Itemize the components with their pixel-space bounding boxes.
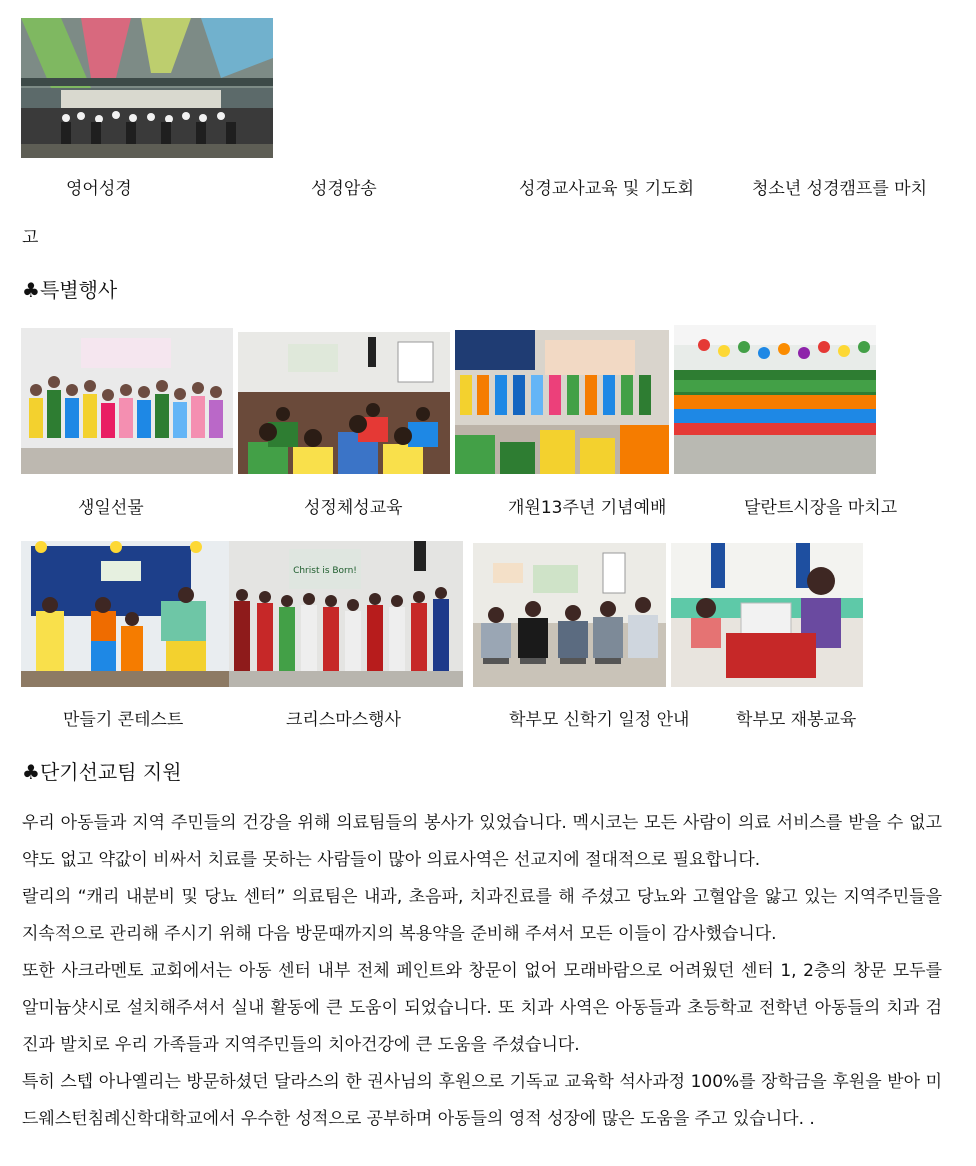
body-text	[22, 805, 942, 1138]
talent-market-photo	[674, 325, 876, 474]
identity-education-photo	[238, 332, 450, 474]
craft-contest-photo	[21, 541, 229, 687]
caption-christmas-event: 크리스마스행사	[286, 710, 401, 730]
caption-sewing-class: 학부모 재봉교육	[736, 710, 857, 730]
christmas-banner-text: Christ is Born!	[293, 566, 357, 576]
christmas-event-photo	[229, 541, 463, 687]
caption-youth-camp: 청소년 성경캠프를 마치	[752, 179, 928, 199]
caption-youth-camp-wrap: 고	[22, 228, 39, 248]
caption-bible-memorization: 성경암송	[311, 179, 377, 199]
club-icon: ♣	[22, 278, 40, 302]
club-icon: ♣	[22, 760, 40, 784]
birthday-gift-photo	[21, 328, 233, 474]
paragraph-medical-team: 우리 아동들과 지역 주민들의 건강을 위해 의료팀들의 봉사가 있었습니다. 멕시코는 모든 사람이 의료 서비스를 받을 수 없고 약도 없고 약값이 비싸서 치료를 못하는 사람들이 많아 의료사역은 선교지에 절대적으로 필요합니다.	[22, 813, 942, 870]
section-title: 특별행사	[39, 278, 118, 302]
caption-parents-schedule: 학부모 신학기 일정 안내	[509, 710, 690, 730]
sewing-class-photo	[671, 543, 863, 687]
caption-identity-education: 성정체성교육	[304, 498, 403, 518]
section-heading-special-events	[22, 277, 117, 303]
section-heading-short-term-team	[22, 759, 182, 785]
paragraph-scholarship: 특히 스텝 아나옐리는 방문하셨던 달라스의 한 권사님의 후원으로 기독교 교육학 석사과정 100%를 장학금을 후원을 받아 미드웨스턴침례신학대학교에서 우수한 성적으로 공부하며 아동들의 영적 성장에 많은 도움을 주고 있습니다. .	[22, 1072, 942, 1129]
caption-teacher-training: 성경교사교육 및 기도회	[519, 179, 695, 199]
caption-english-bible: 영어성경	[66, 179, 132, 199]
paragraph-diabetes-center: 랄리의 “캐리 내분비 및 당뇨 센터” 의료팀은 내과, 초음파, 치과진료를 해 주셨고 당뇨와 고혈압을 앓고 있는 지역주민들을 지속적으로 관리해 주시기 위해 다음 방문때까지의 복용약을 준비해 주셔서 모든 이들이 감사했습니다.	[22, 887, 942, 944]
anniversary-worship-photo	[455, 330, 669, 474]
section-title: 단기선교팀 지원	[39, 760, 182, 784]
camp-group-photo	[21, 18, 273, 158]
caption-craft-contest: 만들기 콘테스트	[63, 710, 184, 730]
parents-schedule-photo	[473, 543, 666, 687]
caption-anniversary-worship: 개원13주년 기념예배	[508, 498, 667, 518]
caption-talent-market: 달란트시장을 마치고	[744, 498, 898, 518]
caption-birthday-gift: 생일선물	[78, 498, 144, 518]
paragraph-sacramento-church: 또한 사크라멘토 교회에서는 아동 센터 내부 전체 페인트와 창문이 없어 모래바람으로 어려웠던 센터 1, 2층의 창문 모두를 알미늄샷시로 설치해주셔서 실내 활동에 큰 도움이 되었습니다. 또 치과 사역은 아동들과 초등학교 전학년 아동들의 치과 검진과 발치로 우리 가족들과 지역주민들의 치아건강에 큰 도움을 주셨습니다.	[22, 961, 942, 1055]
